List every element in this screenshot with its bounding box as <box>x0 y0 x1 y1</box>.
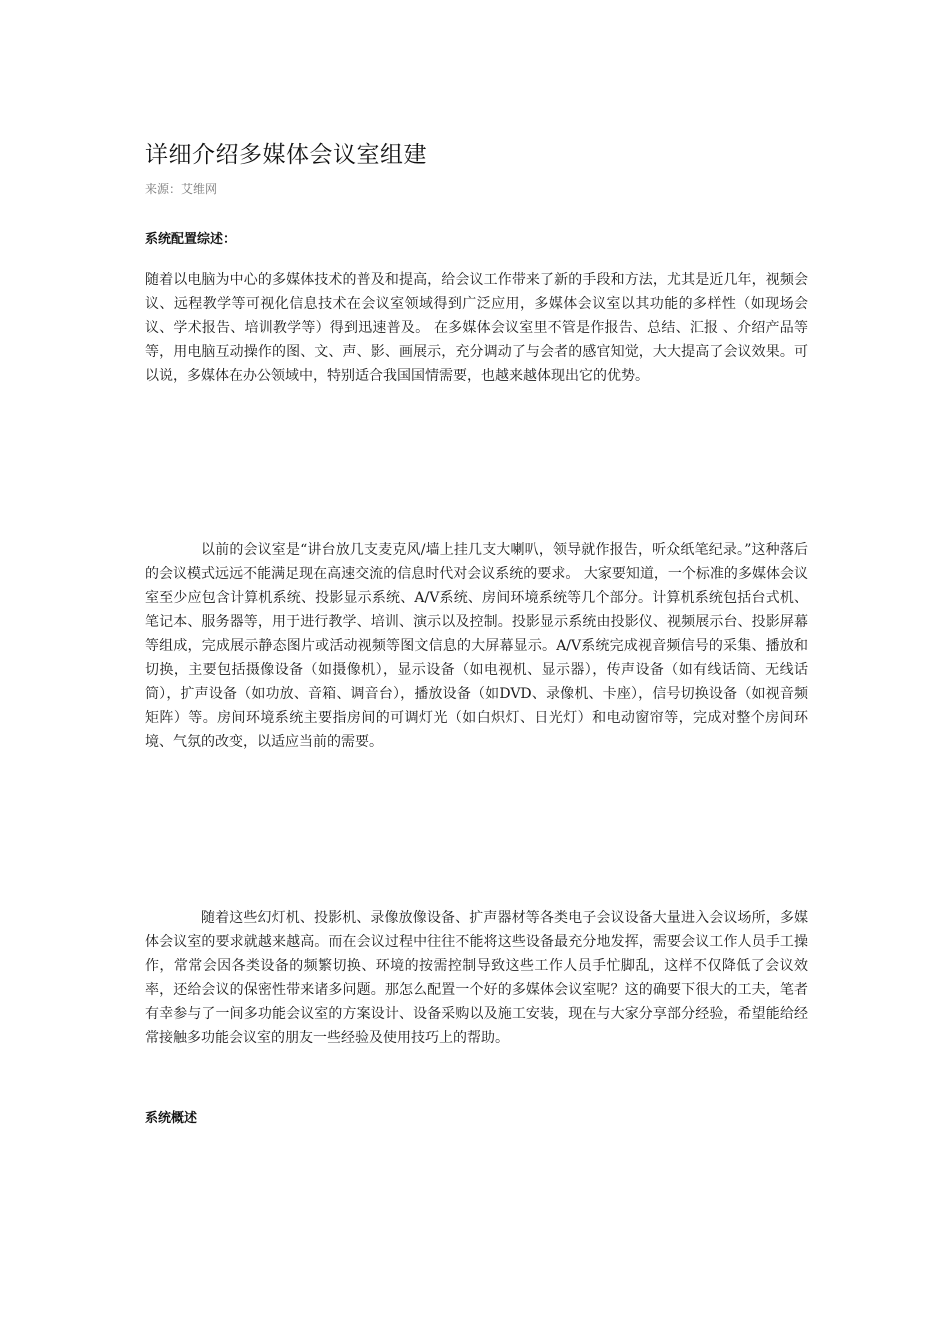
paragraph-old-meeting-room: 以前的会议室是“讲台放几支麦克风/墙上挂几支大喇叭，领导就作报告，听众纸笔纪录。”这种落后的会议模式远远不能满足现在高速交流的信息时代对会议系统的要求。 大家要知道，一个标准的多媒体会议室至少应包含计算机系统、投影显示系统、A/V系统、房间环境系统等几个部分。计算机系统包括台式机、笔记本、服务器等，用于进行教学、培训、演示以及控制。投影显示系统由投影仪、视频展示台、投影屏幕等组成，完成展示静态图片或活动视频等图文信息的大屏幕显示。A/V系统完成视音频信号的采集、播放和切换，主要包括摄像设备（如摄像机），显示设备（如电视机、显示器），传声设备（如有线话筒、无线话筒），扩声设备（如功放、音箱、调音台），播放设备（如DVD、录像机、卡座），信号切换设备（如视音频矩阵）等。房间环境系统主要指房间的可调灯光（如白炽灯、日光灯）和电动窗帘等，完成对整个房间环境、气氛的改变，以适应当前的需要。 <box>145 542 808 750</box>
paragraph-equipment: 随着这些幻灯机、投影机、录像放像设备、扩声器材等各类电子会议设备大量进入会议场所，多媒体会议室的要求就越来越高。而在会议过程中往往不能将这些设备最充分地发挥，需要会议工作人员手工操作，常常会因各类设备的频繁切换、环境的按需控制导致这些工作人员手忙脚乱，这样不仅降低了会议效率，还给会议的保密性带来诸多问题。那怎么配置一个好的多媒体会议室呢？这的确要下很大的工夫，笔者有幸参与了一间多功能会议室的方案设计、设备采购以及施工安装，现在与大家分享部分经验，希望能给经常接触多功能会议室的朋友一些经验及使用技巧上的帮助。 <box>145 910 808 1046</box>
article-source: 来源：艾维网 <box>145 182 218 196</box>
section-heading-config-overview: 系统配置综述： <box>145 232 237 247</box>
page-title: 详细介绍多媒体会议室组建 <box>145 142 427 168</box>
section-heading-system-overview: 系统概述 <box>145 1111 198 1126</box>
paragraph-intro: 随着以电脑为中心的多媒体技术的普及和提高，给会议工作带来了新的手段和方法，尤其是近几年，视频会议、远程教学等可视化信息技术在会议室领域得到广泛应用，多媒体会议室以其功能的多样性（如现场会议、学术报告、培训教学等）得到迅速普及。 在多媒体会议室里不管是作报告、总结、汇报 、介绍产品等等，用电脑互动操作的图、文、声、影、画展示，充分调动了与会者的感官知觉，大大提高了会议效果。可以说，多媒体在办公领域中，特别适合我国国情需要，也越来越体现出它的优势。 <box>145 272 808 384</box>
